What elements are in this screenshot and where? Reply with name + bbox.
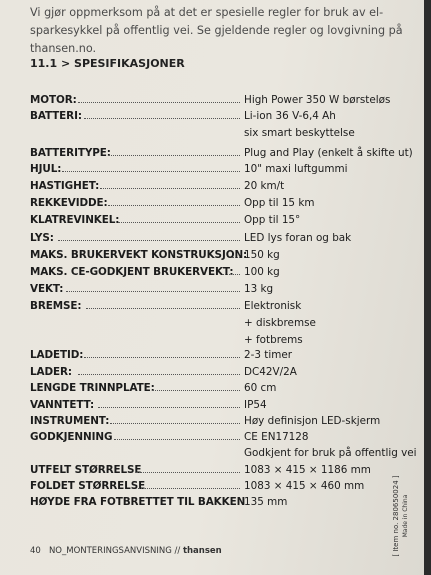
spec-row-weight [30,281,398,297]
leader-dots [78,102,240,103]
leader-dots [118,222,240,223]
spec-row-lights [30,230,398,246]
spec-value: Høy definisjon LED-skjerm [244,415,381,427]
spec-label: LENGDE TRINNPLATE: [30,382,155,394]
spec-row-max-weight-construction [30,247,398,263]
spec-label: HASTIGHET: [30,180,100,192]
spec-row-instrument [30,413,398,429]
leader-dots [66,291,240,292]
spec-row-charge-time [30,347,398,363]
spec-value: CE EN17128 [244,431,309,443]
leader-dots [108,205,240,206]
spec-label: REKKEVIDDE: [30,197,108,209]
spec-label: HJUL: [30,163,62,175]
spec-value: 100 kg [244,266,280,278]
spec-label: HØYDE FRA FOTBRETTET TIL BAKKEN [30,496,246,508]
spec-value: Plug and Play (enkelt å skifte ut) [244,147,413,159]
spec-value: 60 cm [244,382,277,394]
brand-name: thansen [182,546,222,556]
spec-row-max-weight-ce [30,264,398,280]
spec-row-approval [30,429,398,445]
leader-dots [152,390,240,391]
spec-label: LADER: [30,366,72,378]
spec-row-battery [30,108,398,124]
spec-row-deck-height [30,494,398,510]
spec-value: 10" maxi luftgummi [244,163,348,175]
made-in: Made in China [402,494,409,538]
spec-label: BATTERI: [30,110,82,122]
spec-value: Li-ion 36 V-6,4 Ah [244,110,336,122]
page-number: 40 [30,546,41,556]
spec-value: LED lys foran og bak [244,232,352,244]
item-code: [ Item no. 280650024 ] [392,475,400,557]
leader-dots [110,423,240,424]
spec-row-battery-type [30,145,413,161]
footer-separator: // [174,546,181,556]
spec-row-charger [30,364,398,380]
item-number-vertical [386,476,416,556]
spec-value: 20 km/t [244,180,285,192]
spec-row-brake [30,298,398,314]
spec-value: 2-3 timer [244,349,293,361]
item-code-text [392,475,410,556]
spec-value: Opp til 15° [244,214,301,226]
leader-dots [84,118,240,119]
leader-dots [84,357,240,358]
spec-label: MAKS. CE-GODKJENT BRUKERVEKT: [30,266,234,278]
manual-label: NO_MONTERINGSANVISNING [48,546,172,556]
spec-label: GODKJENNING [30,431,113,443]
spec-row-wheel [30,161,398,177]
leader-dots [232,257,240,258]
spec-value: 1083 × 415 × 1186 mm [244,464,371,476]
spec-label: LADETID: [30,349,84,361]
spec-label: UTFELT STØRRELSE [30,464,142,476]
leader-dots [58,240,240,241]
intro-text: Vi gjør oppmerksom på at det er spesielle regler for bruk av el-sparkesykkel på offentlig vei. Se gjeldende regler og lovgivning på thansen.no. [30,6,403,55]
spec-value: DC42V/2A [244,366,297,378]
spec-label: VANNTETT: [30,399,95,411]
spec-continuation-brake-disc: + diskbremse [244,317,316,329]
section-heading: 11.1 > SPESIFIKASJONER [30,57,185,70]
spec-label: BREMSE: [30,300,82,312]
spec-continuation-battery: six smart beskyttelse [244,127,355,139]
leader-dots [138,488,240,489]
spec-label: VEKT: [30,283,64,295]
spec-label: BATTERITYPE: [30,147,111,159]
leader-dots [136,472,240,473]
spec-value: 135 mm [244,496,288,508]
spec-row-motor [30,92,398,108]
spec-label: MAKS. BRUKERVEKT KONSTRUKSJON: [30,249,248,261]
spec-continuation-approval: Godkjent for bruk på offentlig vei [244,447,417,459]
leader-dots [62,171,240,172]
spec-value: 1083 × 415 × 460 mm [244,480,365,492]
leader-dots [78,374,240,375]
spec-row-climb [30,212,398,228]
spec-label: LYS: [30,232,54,244]
leader-dots [222,274,240,275]
spec-continuation-brake-foot: + fotbrems [244,334,303,346]
leader-dots [100,188,240,189]
leader-dots [114,439,240,440]
spec-value: Opp til 15 km [244,197,315,209]
leader-dots [98,407,240,408]
leader-dots [86,308,240,309]
spec-row-deck-length [30,380,398,396]
spec-row-waterproof [30,397,398,413]
spec-value: High Power 350 W børsteløs [244,94,391,106]
spec-row-folded-size [30,478,398,494]
spec-value: 13 kg [244,283,274,295]
spec-label: INSTRUMENT: [30,415,110,427]
spec-value: IP54 [244,399,267,411]
spec-row-range [30,195,398,211]
leader-dots [108,155,240,156]
spec-value: Elektronisk [244,300,302,312]
spec-value: 150 kg [244,249,280,261]
spec-row-unfolded-size [30,462,398,478]
spec-row-speed [30,178,398,194]
spec-label: MOTOR: [30,94,77,106]
spec-label: KLATREVINKEL: [30,214,120,226]
spec-label: FOLDET STØRRELSE [30,480,146,492]
page-footer [30,546,222,556]
